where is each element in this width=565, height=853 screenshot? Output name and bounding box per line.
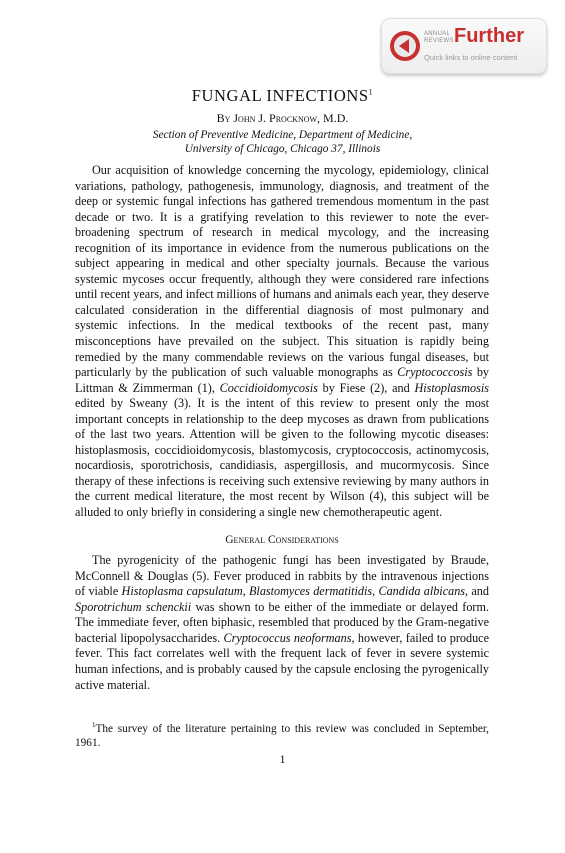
badge-annual: ANNUAL xyxy=(424,31,451,37)
italic-run: Sporotrichum schenckii xyxy=(75,599,192,614)
text-run: and xyxy=(468,584,489,599)
footnote xyxy=(75,718,489,751)
paragraph-general xyxy=(75,553,489,693)
title-text: FUNGAL INFECTIONS xyxy=(191,86,369,105)
article-title xyxy=(0,86,565,106)
text-run: was shown to be either of the immediate or delayed form. The immediate fever, often biphasic, resembled that produced by the Gram-negative bacterial lipopolysaccharides. xyxy=(75,599,489,645)
italic-run: Histoplasma capsulatum, Blastomyces dermatitidis, Candida albicans, xyxy=(121,584,469,599)
affiliation-line-2: University of Chicago, Chicago 37, Illinois xyxy=(184,143,381,155)
text-run: edited by Sweany (3). It is the intent of this review to present only the most important concepts in relationship to the deep mycoses as drawn from publications of the last two years. Attention will be given to the following mycotic diseases: histoplasmosis, coccidioidomycosis, blastomycosis, cryptococcosis, actinomycosis, nocardiosis, sporotrichosis, candidiasis, aspergillosis, and mucormycosis. Since therapy of these infections is receiving such extensive reviewing by many authors in the current medical literature, the most recent by Wilson (4), this subject will be alluded to only briefly in considering a single new chemotherapeutic agent. xyxy=(75,396,489,520)
italic-run: Cryptococcus neoformans, xyxy=(223,630,355,645)
badge-brand xyxy=(424,31,454,45)
badge-tagline: Quick links to online content xyxy=(424,53,518,62)
badge-further: Further xyxy=(454,25,524,47)
text-run: The pyrogenicity of the pathogenic fungi has been investigated by Braude, McConnell & Douglas (5). Fever produced in rabbits by the intravenous injections of viable xyxy=(75,553,489,599)
italic-run: Coccidioidomycosis xyxy=(219,380,318,395)
text-run: however, failed to produce fever. This fact correlates well with the frequent lack of fever in severe systemic human infections, and is probably caused by the capsule enclosing the pyrogenically active material. xyxy=(75,630,489,692)
affiliation xyxy=(0,128,565,156)
footnote-mark: 1 xyxy=(92,721,96,729)
section-heading: General Considerations xyxy=(225,533,339,546)
title-footnote-mark: 1 xyxy=(368,87,374,97)
paragraph-intro xyxy=(75,163,489,521)
page-number: 1 xyxy=(279,752,286,766)
further-badge[interactable] xyxy=(381,18,547,74)
badge-reviews: REVIEWS xyxy=(424,38,454,44)
italic-run: Cryptococcosis xyxy=(397,365,473,380)
text-run: Our acquisition of knowledge concerning the mycology, epidemiology, clinical variations, pathology, pathogenesis, immunology, diagnosis, and treatment of the deep or systemic fungal infections has gathered tremendous momentum in the past decade or two. It is a gratifying revelation to this reviewer to note the ever-broadening spectrum of research in medical mycology, and the increasing recognition of its importance in evidence from the numerous publications on the subject appearing in medical and other specialty journals. Because the various systemic mycoses occur frequently, although they were considered rare infections until recent years, and infect millions of humans and animals each year, they deserve calculated consideration in the differential diagnosis of most pulmonary and systemic infections. In the medical textbooks of the recent past, many misconceptions have prevailed on the subject. This situation is rapidly being remedied by the many commendable reviews on the various fungal diseases, but particularly by the publication of such valuable monographs as xyxy=(75,163,489,380)
footnote-text: The survey of the literature pertaining to this review was concluded in September, 1961. xyxy=(75,722,489,750)
affiliation-line-1: Section of Preventive Medicine, Department of Medicine, xyxy=(152,129,413,141)
text-run: by Fiese (2), and xyxy=(317,380,415,395)
author-byline: By John J. Procknow, M.D. xyxy=(216,111,349,125)
text-run: by Littman & Zimmerman (1), xyxy=(75,365,490,395)
play-arrow-icon xyxy=(388,29,422,63)
italic-run: Histoplasmosis xyxy=(414,380,489,395)
article-body xyxy=(75,163,489,693)
